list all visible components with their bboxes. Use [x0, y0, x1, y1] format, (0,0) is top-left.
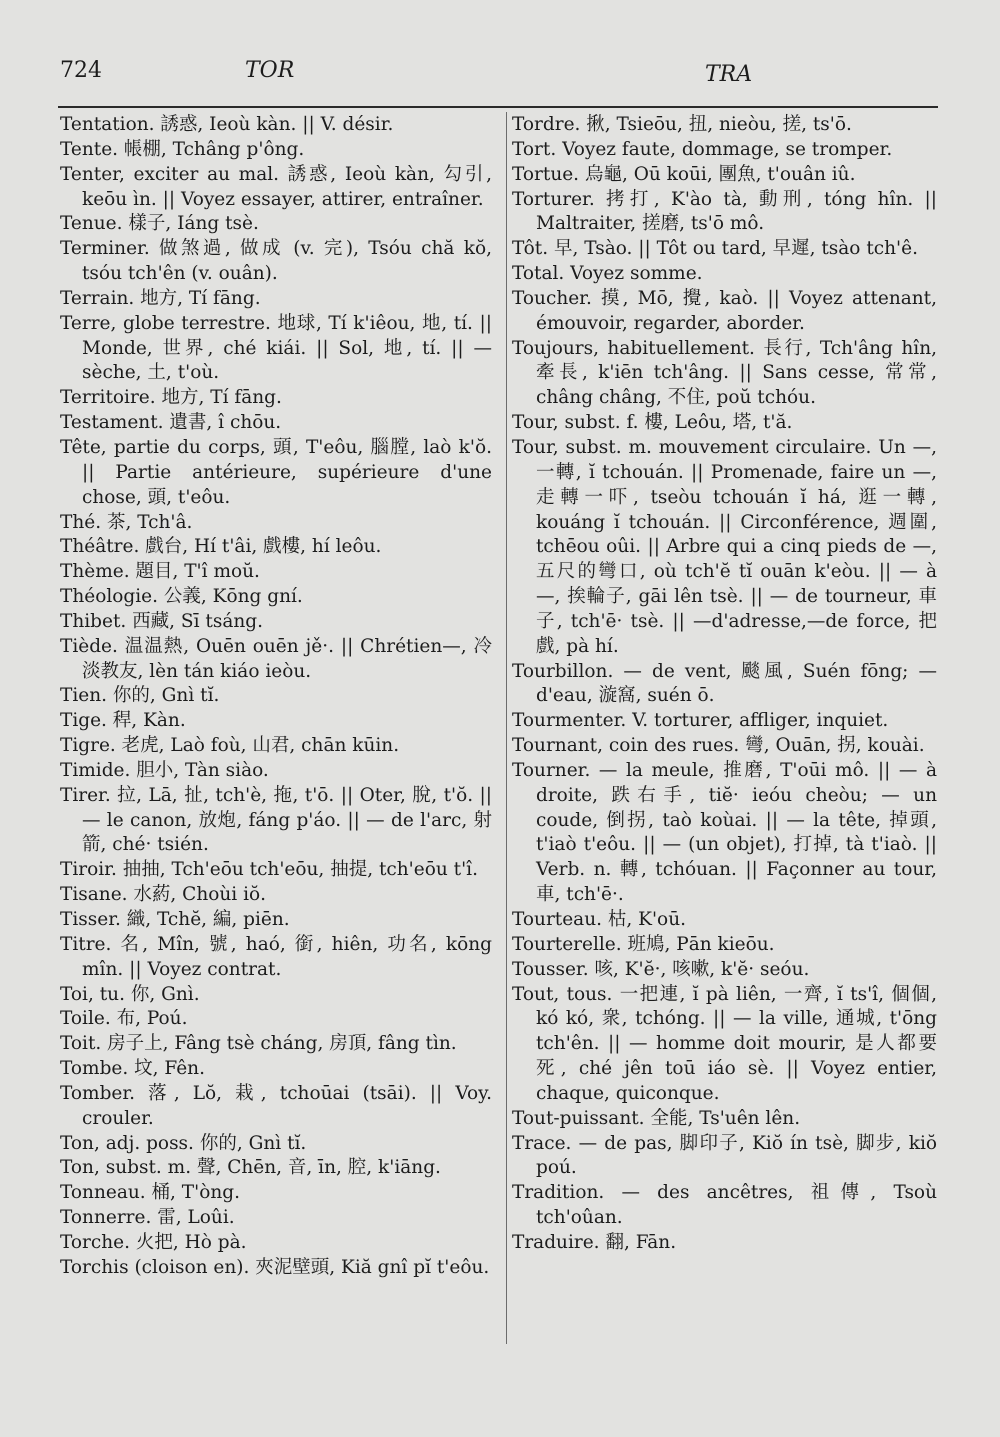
dictionary-entry: Tiède. 温温熱, Ouēn ouēn jě·. || Chrétien—, 冷淡教友, lèn tán kiáo ieòu.	[60, 635, 492, 682]
dictionary-entry: Théologie. 公義, Kōng gní.	[60, 586, 303, 608]
dictionary-entry: Tenue. 樣子, Iáng tsè.	[60, 213, 259, 235]
dictionary-entry: Ton, subst. m. 聲, Chēn, 音, īn, 腔, k'iāng.	[60, 1157, 441, 1179]
dictionary-entry: Tenter, exciter au mal. 誘惑, Ieoù kàn, 勾引, keōu ìn. || Voyez essayer, attirer, entraîner.	[60, 163, 492, 210]
dictionary-entry: Toi, tu. 你, Gnì.	[60, 983, 200, 1005]
dictionary-entry: Thème. 題目, T'î moŭ.	[60, 561, 260, 583]
dictionary-entry: Théâtre. 戲台, Hí t'âi, 戲樓, hí leôu.	[60, 536, 382, 558]
dictionary-entry: Toit. 房子上, Fâng tsè cháng, 房頂, fâng tìn.	[60, 1033, 457, 1055]
page-header	[0, 58, 1000, 88]
right-column	[512, 113, 937, 1256]
column-divider	[506, 112, 507, 1344]
dictionary-entry: Tonnerre. 雷, Loûi.	[60, 1207, 235, 1229]
header-rule	[58, 106, 938, 108]
dictionary-entry: Titre. 名, Mîn, 號, haó, 銜, hiên, 功名, kōng mîn. || Voyez contrat.	[60, 933, 492, 980]
dictionary-entry: Tourterelle. 班鳩, Pān kieōu.	[512, 933, 775, 955]
dictionary-entry: Torche. 火把, Hò pà.	[60, 1231, 247, 1253]
dictionary-entry: Tout-puissant. 全能, Ts'uên lên.	[512, 1107, 801, 1129]
dictionary-entry: Tousser. 咳, K'ĕ·, 咳嗽, k'ĕ· seóu.	[512, 958, 810, 980]
dictionary-entry: Tour, subst. m. mouvement circulaire. Un —, 一轉, ĭ tchouán. || Promenade, faire un —, 走轉一吓, tseòu tchouán ĭ há, 逛一轉, kouáng ĭ tchouán. || Circonférence, 週圍, tchēou oûi. || Arbre qui a cinq pieds de —, 五尺的彎口, où tch'ĕ tĭ ouān k'eòu. || — à —, 挨輪子, gāi lên tsè. || — de tourneur, 車子, tch'ē· tsè. || —d'adresse,—de force, 把戲, pà hí.	[512, 436, 937, 657]
dictionary-entry: Tiroir. 抽抽, Tch'eōu tch'eōu, 抽提, tch'eōu t'î.	[60, 859, 478, 881]
dictionary-entry: Tige. 稈, Kàn.	[60, 710, 186, 732]
dictionary-entry: Tisser. 織, Tchĕ, 編, piēn.	[60, 909, 290, 930]
dictionary-entry: Total. Voyez somme.	[512, 263, 703, 285]
dictionary-entry: Tombe. 坟, Fên.	[60, 1058, 205, 1080]
dictionary-entry: Tirer. 拉, Lā, 扯, tch'è, 拖, t'ō. || Oter, 脫, t'ŏ. || — le canon, 放炮, fáng p'áo. || — de l'arc, 射箭, ché· tsién.	[60, 784, 492, 856]
dictionary-entry: Toucher. 摸, Mō, 攪, kaò. || Voyez attenant, émouvoir, regarder, aborder.	[512, 287, 937, 334]
dictionary-entry: Tourteau. 枯, K'oū.	[512, 909, 686, 930]
dictionary-entry: Tour, subst. f. 樓, Leôu, 塔, t'ă.	[512, 412, 793, 434]
dictionary-entry: Tête, partie du corps, 頭, T'eôu, 腦膛, laò k'ŏ. || Partie antérieure, supérieure d'une chose, 頭, t'eôu.	[60, 436, 492, 508]
dictionary-entry: Trace. — de pas, 脚印子, Kiŏ ín tsè, 脚步, kiŏ poú.	[512, 1132, 937, 1179]
dictionary-entry: Tôt. 早, Tsào. || Tôt ou tard, 早遲, tsào tch'ê.	[512, 238, 918, 260]
dictionary-entry: Toujours, habituellement. 長行, Tch'âng hîn, 牽長, k'iēn tch'âng. || Sans cesse, 常常, châng châng, 不住, poŭ tchóu.	[512, 337, 937, 409]
dictionary-entry: Traduire. 翻, Fān.	[512, 1231, 677, 1253]
dictionary-entry: Toile. 布, Poú.	[60, 1008, 188, 1030]
dictionary-entry: Terre, globe terrestre. 地球, Tí k'iêou, 地, tí. || Monde, 世界, ché kiái. || Sol, 地, tí. || — sèche, 土, t'où.	[60, 312, 492, 384]
dictionary-entry: Territoire. 地方, Tí fāng.	[60, 387, 282, 409]
page-number: 724	[60, 58, 102, 83]
dictionary-entry: Tourbillon. — de vent, 颷風, Suén fōng; — d'eau, 漩窩, suén ō.	[512, 660, 937, 707]
dictionary-entry: Tomber. 落, Lŏ, 栽, tchoūai (tsāi). || Voy. crouler.	[60, 1082, 492, 1129]
dictionary-entry: Thibet. 西藏, Sī tsáng.	[60, 610, 263, 632]
dictionary-entry: Tout, tous. 一把連, ĭ pà liên, 一齊, ĭ ts'î, 個個, kó kó, 衆, tchóng. || — la ville, 通城, t'ōng tch'ên. || — homme doit mourir, 是人都要死, ché jên toū iáo sè. || Voyez entier, chaque, quiconque.	[512, 983, 937, 1104]
dictionary-entry: Tente. 帳棚, Tchâng p'ông.	[60, 138, 305, 160]
dictionary-entry: Tentation. 誘惑, Ieoù kàn. || V. désir.	[60, 114, 394, 135]
dictionary-entry: Tourmenter. V. torturer, affliger, inquiet.	[512, 710, 889, 732]
right-guide-word: TRA	[705, 62, 753, 87]
dictionary-entry: Tonneau. 桶, T'òng.	[60, 1182, 240, 1204]
dictionary-entry: Testament. 遺書, î chōu.	[60, 412, 282, 434]
left-guide-word: TOR	[245, 58, 295, 83]
dictionary-entry: Tourner. — la meule, 推磨, T'oūi mô. || — à droite, 跌右手, tiĕ· ieóu cheòu; — un coude, 倒拐, taò koùai. || — la tête, 掉頭, t'iaò t'eôu. || — (un objet), 打掉, tà t'iaò. || Verb. n. 轉, tchóuan. || Façonner au tour, 車, tch'ē·.	[512, 759, 937, 906]
dictionary-entry: Tisane. 水葯, Choùi iŏ.	[60, 884, 267, 906]
dictionary-entry: Torturer. 拷打, K'ào tà, 動刑, tóng hîn. || Maltraiter, 搓磨, ts'ō mô.	[512, 188, 937, 235]
dictionary-entry: Tradition. — des ancêtres, 祖傳, Tsoù tch'oûan.	[512, 1182, 937, 1229]
dictionary-entry: Ton, adj. poss. 你的, Gnì tĭ.	[60, 1132, 307, 1154]
dictionary-entry: Terminer. 做煞過, 做成 (v. 完), Tsóu chă kŏ, tsóu tch'ên (v. ouân).	[60, 238, 492, 285]
dictionary-entry: Tigre. 老虎, Laò foù, 山君, chān kūin.	[60, 735, 400, 757]
left-column	[60, 113, 492, 1281]
dictionary-entry: Timide. 胆小, Tàn siào.	[60, 759, 269, 781]
dictionary-entry: Terrain. 地方, Tí fāng.	[60, 287, 261, 309]
dictionary-entry: Tordre. 揪, Tsieōu, 扭, nieòu, 搓, ts'ō.	[512, 114, 852, 135]
dictionary-entry: Thé. 茶, Tch'â.	[60, 511, 193, 533]
dictionary-entry: Tien. 你的, Gnì tĭ.	[60, 685, 220, 707]
dictionary-entry: Tournant, coin des rues. 彎, Ouān, 拐, kouài.	[512, 735, 925, 757]
dictionary-entry: Torchis (cloison en). 夾泥壁頭, Kiă gnî pĭ t'eôu.	[60, 1256, 490, 1278]
dictionary-entry: Tort. Voyez faute, dommage, se tromper.	[512, 138, 893, 160]
dictionary-entry: Tortue. 烏龜, Oū koūi, 團魚, t'ouân iû.	[512, 163, 856, 185]
